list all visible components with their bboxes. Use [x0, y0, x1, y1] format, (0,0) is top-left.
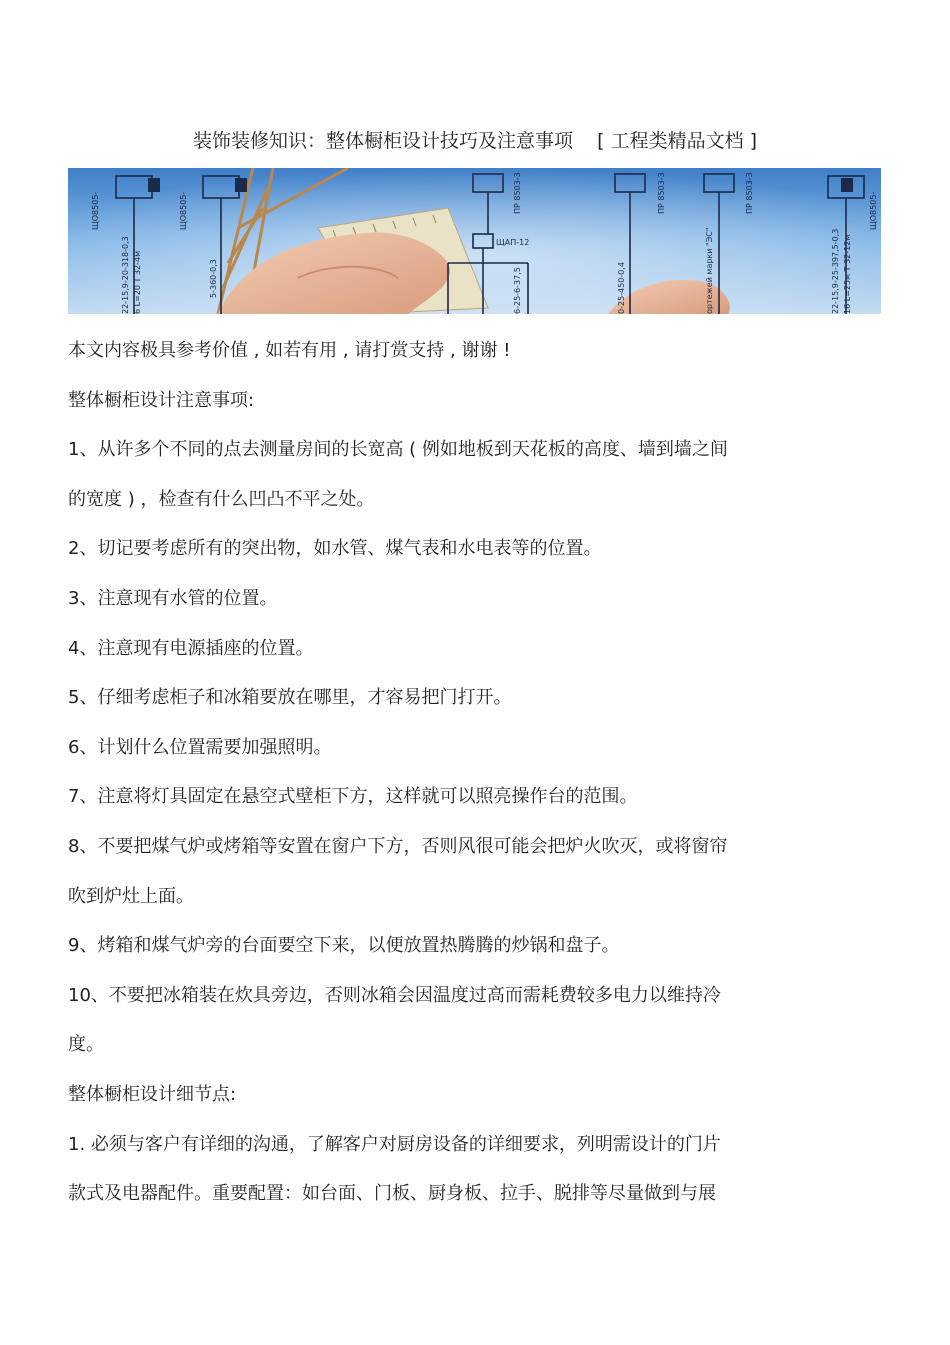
- list-item: 4、注意现有电源插座的位置。: [68, 637, 314, 659]
- banner-label: 0-25-450-0,4: [617, 262, 626, 314]
- banner-label: ЩАП-12: [496, 238, 530, 247]
- banner-label: 5-360-0,3: [209, 259, 218, 298]
- banner-label: 22-15,9-25-397,5-0,3: [831, 228, 840, 314]
- construction-blueprint-image: [68, 168, 881, 314]
- list-item-continued: 度。: [68, 1034, 104, 1056]
- intro-note: 本文内容极具参考价值 , 如若有用 , 请打赏支持 , 谢谢 !: [68, 340, 511, 361]
- banner-label: ЩО8505-: [869, 191, 878, 230]
- banner-label: ортежей марки "ЭС": [705, 227, 714, 314]
- banner-label: 16 L=25м T 32-12м: [843, 234, 852, 314]
- list-item-continued: 的宽度 ) ，检查有什么凹凸不平之处。: [68, 488, 375, 510]
- banner-label: ПР 8503-3: [513, 172, 522, 214]
- document-title: 装饰装修知识：整体橱柜设计技巧及注意事项 [ 工程类精品文档 ]: [192, 130, 758, 152]
- list-item: 3、注意现有水管的位置。: [68, 587, 278, 609]
- list-item: 7、注意将灯具固定在悬空式壁柜下方，这样就可以照亮操作台的范围。: [68, 786, 638, 808]
- list-item: 10、不要把冰箱装在炊具旁边，否则冰箱会因温度过高而需耗费较多电力以维持冷: [68, 984, 721, 1006]
- document-body: [68, 326, 868, 1219]
- list-item-continued: 款式及电器配件。重要配置：如台面、门板、厨身板、拉手、脱排等尽量做到与展: [68, 1183, 716, 1205]
- banner-label: ЩО8505-: [91, 191, 100, 230]
- banner-label: ЩО8505-: [179, 191, 188, 230]
- list-item-continued: 吹到炉灶上面。: [68, 885, 194, 907]
- list-item: 1、从许多个不同的点去测量房间的长宽高 ( 例如地板到天花板的高度、墙到墙之间: [68, 439, 728, 461]
- list-item: 9、烤箱和煤气炉旁的台面要空下来，以便放置热腾腾的炒锅和盘子。: [68, 935, 620, 957]
- section-heading: 整体橱柜设计细节点:: [68, 1083, 237, 1105]
- banner-label: 6-25-6-37,5: [513, 267, 522, 314]
- banner-label: 6 L=20 T 32-4м: [133, 250, 142, 314]
- section-heading: 整体橱柜设计注意事项:: [68, 389, 255, 411]
- list-item: 6、计划什么位置需要加强照明。: [68, 736, 332, 758]
- banner-label: ПР 8503-3: [657, 172, 666, 214]
- banner-label: 22-15,9-20-318-0,3: [121, 236, 130, 314]
- list-item: 1. 必须与客户有详细的沟通，了解客户对厨房设备的详细要求，列明需设计的门片: [68, 1133, 721, 1155]
- list-item: 5、仔细考虑柜子和冰箱要放在哪里，才容易把门打开。: [68, 687, 512, 709]
- list-item: 2、切记要考虑所有的突出物，如水管、煤气表和水电表等的位置。: [68, 538, 602, 560]
- banner-image: [68, 168, 881, 314]
- banner-label: ПР 8503-3: [745, 172, 754, 214]
- list-item: 8、不要把煤气炉或烤箱等安置在窗户下方，否则风很可能会把炉火吹灭，或将窗帘: [68, 835, 728, 857]
